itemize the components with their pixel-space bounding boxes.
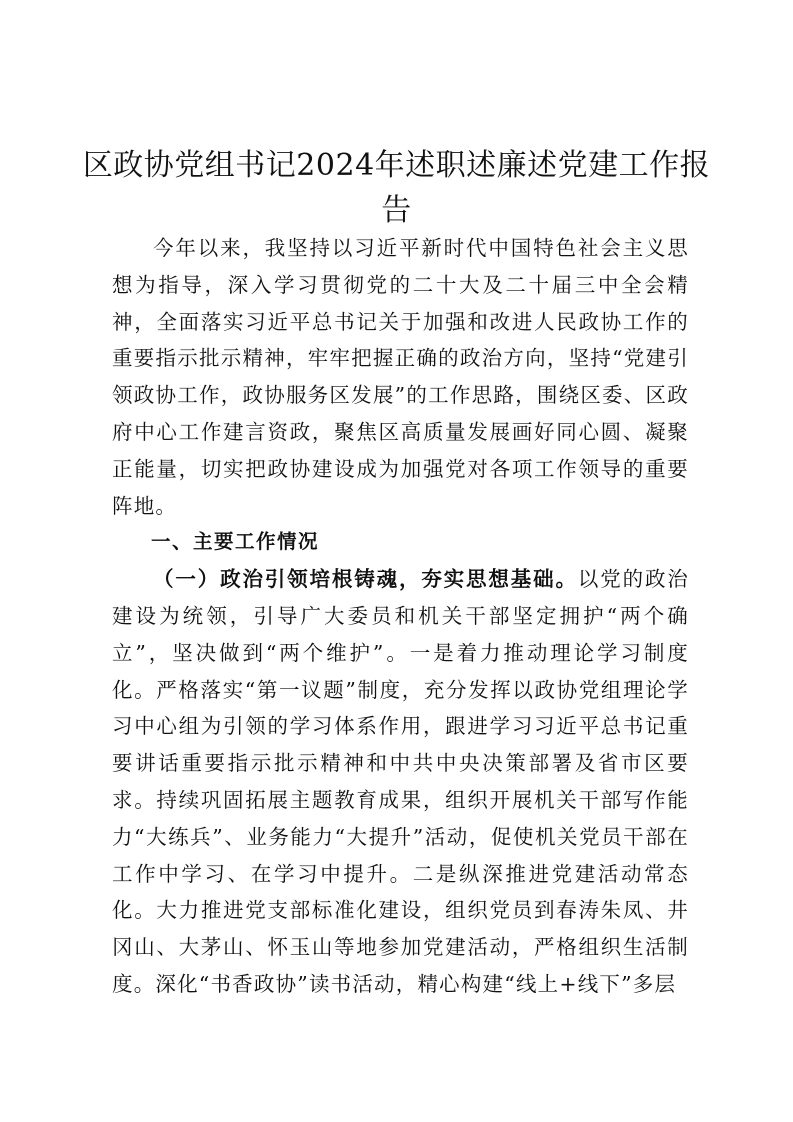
subsection-paragraph bbox=[112, 561, 689, 1003]
subsection-text: 以党的政治建设为统领，引导广大委员和机关干部坚定拥护“两个确立”，坚决做到“两个维护”。一是着力推动理论学习制度化。严格落实“第一议题”制度，充分发挥以政协党组理论学习中心组为引领的学习体系作用，跟进学习习近平总书记重要讲话重要指示批示精神和中共中央决策部署及省市区要求。持续巩固拓展主题教育成果，组织开展机关干部写作能力“大练兵”、业务能力“大提升”活动，促使机关党员干部在工作中学习、在学习中提升。二是纵深推进党建活动常态化。大力推进党支部标准化建设，组织党员到春涛朱凤、井冈山、大茅山、怀玉山等地参加党建活动，严格组织生活制度。深化“书香政协”读书活动，精心构建“线上+线下”多层 bbox=[112, 567, 690, 996]
document-body bbox=[112, 230, 689, 1003]
subsection-lead: （一）政治引领培根铸魂，夯实思想基础。 bbox=[153, 567, 578, 592]
document-title: 区政协党组书记2024年述职述廉述党建工作报告 bbox=[82, 148, 711, 228]
section-heading: 一、主要工作情况 bbox=[151, 530, 320, 554]
intro-paragraph: 今年以来，我坚持以习近平新时代中国特色社会主义思想为指导，深入学习贯彻党的二十大及二十届三中全会精神，全面落实习近平总书记关于加强和改进人民政协工作的重要指示批示精神，牢牢把握正确的政治方向，坚持“党建引领政协工作，政协服务区发展”的工作思路，围绕区委、区政府中心工作建言资政，聚焦区高质量发展画好同心圆、凝聚正能量，切实把政协建设成为加强党对各项工作领导的重要阵地。 bbox=[112, 236, 689, 518]
